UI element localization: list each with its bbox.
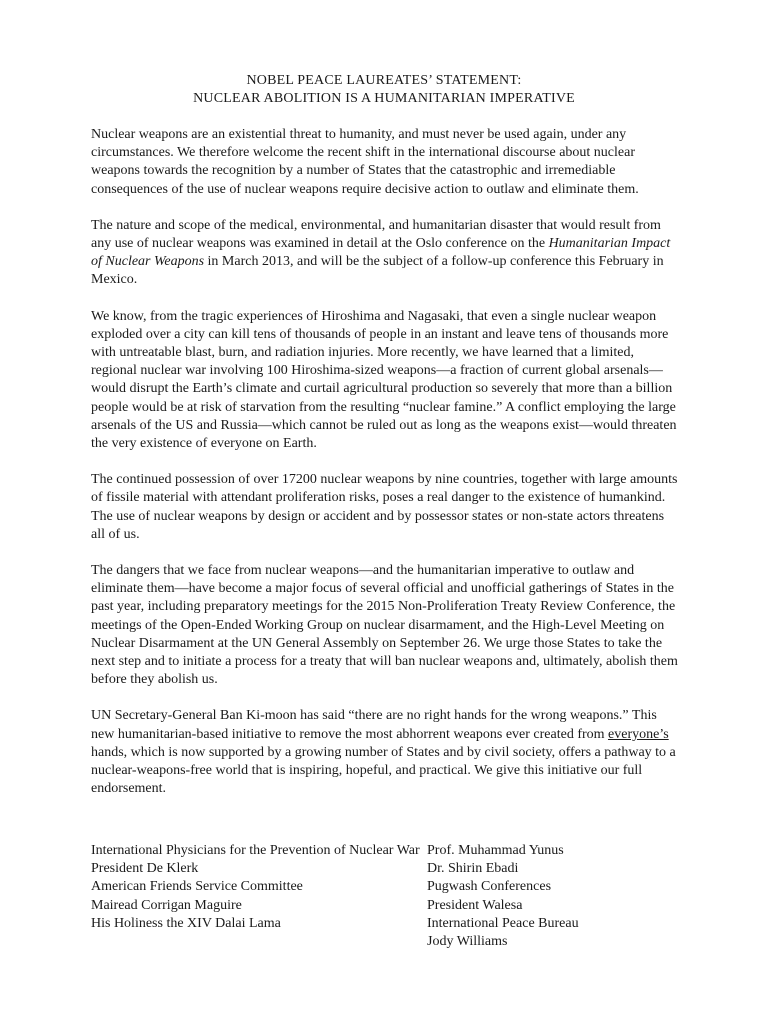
title-line-1: NOBEL PEACE LAUREATES’ STATEMENT: (246, 73, 522, 88)
paragraph-2 (91, 217, 681, 290)
paragraph-6-text-b: hands, which is now supported by a growing number of States and by civil society, offers a pathway to a nuclear-weapons-free world that is inspiring, hopeful, and practical. We give this initiative our full endorsement. (91, 744, 676, 797)
paragraph-5: The dangers that we face from nuclear weapons—and the humanitarian imperative to outlaw and eliminate them—have become a major focus of several official and unofficial gatherings of States in the past year, including preparatory meetings for the 2015 Non-Proliferation Treaty Review Conference, the meetings of the Open-Ended Working Group on nuclear disarmament, and the High-Level Meeting on Nuclear Disarmament at the UN General Assembly on September 26. We urge those States to take the next step and to initiate a process for a treaty that will ban nuclear weapons and, ultimately, abolish them before they abolish us. (91, 563, 678, 688)
signatory: Mairead Corrigan Maguire (91, 897, 242, 913)
signatory: His Holiness the XIV Dalai Lama (91, 915, 281, 931)
paragraph-1: Nuclear weapons are an existential threat to humanity, and must never be used again, under any circumstances. We therefore welcome the recent shift in the international discourse about nuclear weapons towards the recognition by a number of States that the catastrophic and irremediable consequences of the use of nuclear weapons require decisive action to outlaw and eliminate them. (91, 127, 639, 197)
signatory: International Physicians for the Prevention of Nuclear War (91, 843, 420, 858)
signatory: President Walesa (427, 897, 523, 913)
signatory: American Friends Service Committee (91, 879, 303, 895)
signatory: International Peace Bureau (427, 915, 579, 931)
paragraph-6 (91, 707, 681, 798)
signatory: Jody Williams (427, 934, 508, 950)
document-title (0, 72, 768, 108)
statement-body (91, 126, 681, 817)
paragraph-2-text-a: The nature and scope of the medical, environmental, and humanitarian disaster that would result from any use of nuclear weapons was examined in detail at the Oslo conference on the (91, 217, 661, 252)
paragraph-3: We know, from the tragic experiences of Hiroshima and Nagasaki, that even a single nuclear weapon exploded over a city can kill tens of thousands of people in an instant and leave tens of thousands more with untreatable blast, burn, and radiation injuries. More recently, we have learned that a limited, regional nuclear war involving 100 Hiroshima-sized weapons—a fraction of current global arsenals—would disrupt the Earth’s climate and curtail agricultural production so severely that more than a billion people would be at risk of starvation from the resulting “nuclear famine.” A conflict employing the large arsenals of the US and Russia—which cannot be ruled out as long as the weapons exist—would threaten the very existence of everyone on Earth. (91, 308, 677, 452)
signatory: Pugwash Conferences (427, 879, 552, 895)
conference-title: Humanitarian Impact of Nuclear Weapons (91, 236, 671, 270)
underlined-word: everyone’s (608, 726, 669, 742)
paragraph-6-text-a: UN Secretary-General Ban Ki-moon has said “there are no right hands for the wrong weapons.” This new humanitarian-based initiative to remove the most abhorrent weapons ever created from (91, 708, 657, 742)
paragraph-4: The continued possession of over 17200 nuclear weapons by nine countries, together with large amounts of fissile material with attendant proliferation risks, poses a real danger to the existence of humankind. The use of nuclear weapons by design or accident and by possessor states or non-state actors threatens all of us. (91, 472, 678, 542)
signatory: Prof. Muhammad Yunus (427, 843, 564, 858)
signatory: Dr. Shirin Ebadi (427, 861, 519, 877)
signatories-right-column (427, 842, 687, 951)
signatories-left-column (91, 842, 427, 951)
paragraph-2-text-b: in March 2013, and will be the subject of a follow-up conference this February in Mexico. (91, 254, 664, 288)
signatories (91, 842, 691, 951)
signatory: President De Klerk (91, 861, 199, 877)
title-line-2: NUCLEAR ABOLITION IS A HUMANITARIAN IMPERATIVE (193, 91, 575, 106)
